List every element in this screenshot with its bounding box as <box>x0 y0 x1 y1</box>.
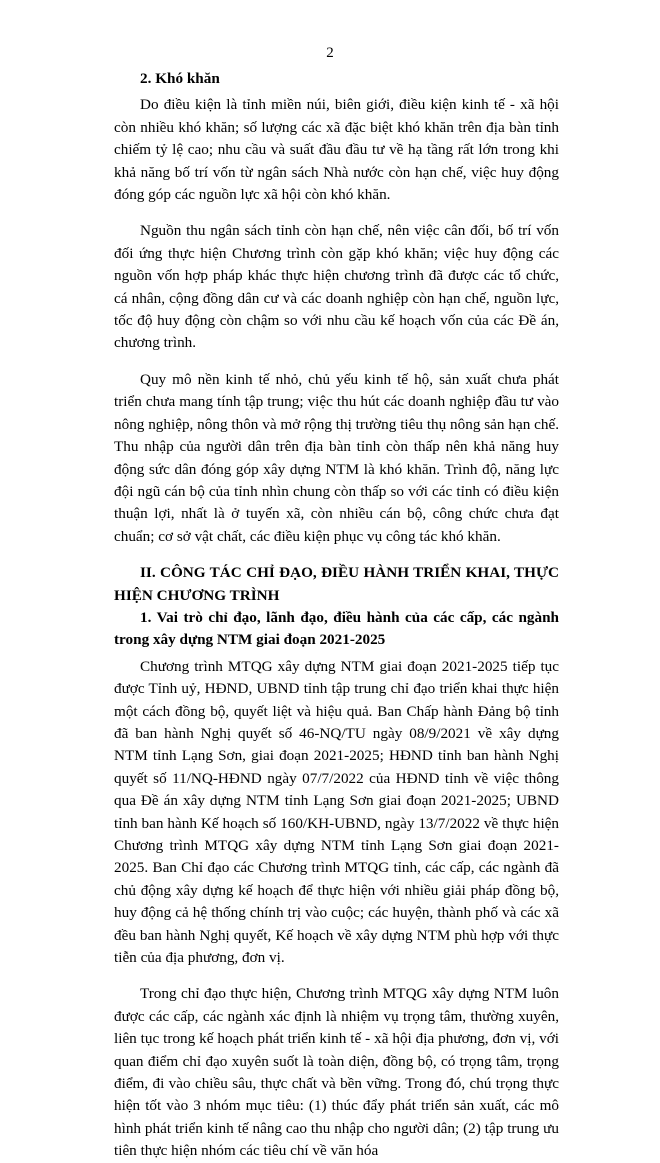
paragraph: Nguồn thu ngân sách tỉnh còn hạn chế, nên việc cân đối, bố trí vốn đối ứng thực hiện Chương trình còn gặp khó khăn; việc huy động các nguồn vốn hợp pháp khác thực hiện chương trình đã được các tổ chức, cá nhân, cộng đồng dân cư và các doanh nghiệp còn hạn chế, nguồn lực, tốc độ huy động còn chậm so với nhu cầu kế hoạch vốn của các Đề án, chương trình. <box>114 222 559 352</box>
paragraph: Chương trình MTQG xây dựng NTM giai đoạn 2021-2025 tiếp tục được Tỉnh uỷ, HĐND, UBND tỉnh tập trung chỉ đạo triển khai thực hiện một cách đồng bộ, quyết liệt và hiệu quả. Ban Chấp hành Đảng bộ tỉnh đã ban hành Nghị quyết số 46-NQ/TU ngày 08/9/2021 về xây dựng NTM tỉnh Lạng Sơn, giai đoạn 2021-2025; HĐND tỉnh ban hành Nghị quyết số 11/NQ-HĐND ngày 07/7/2022 của HĐND tỉnh về việc thông qua Đề án xây dựng NTM tỉnh Lạng Sơn giai đoạn 2021-2025; UBND tỉnh ban hành Kế hoạch số 160/KH-UBND, ngày 13/7/2022 về thực hiện Chương trình MTQG xây dựng NTM tỉnh Lạng Sơn giai đoạn 2021-2025. Ban Chỉ đạo các Chương trình MTQG tỉnh, các cấp, các ngành đã chủ động xây dựng kế hoạch để thực hiện với nhiều giải pháp đồng bộ, huy động cả hệ thống chính trị vào cuộc; các huyện, thành phố và các xã đều ban hành Nghị quyết, Kế hoạch về xây dựng NTM phù hợp với thực tiễn của địa phương, đơn vị. <box>114 657 559 967</box>
section-heading-difficulties: 2. Khó khăn <box>140 70 220 87</box>
page-number: 2 <box>326 45 334 61</box>
sub-heading: 1. Vai trò chỉ đạo, lãnh đạo, điều hành của các cấp, các ngành trong xây dựng NTM giai đoạn 2021-2025 <box>114 608 559 649</box>
paragraph: Quy mô nền kinh tế nhỏ, chủ yếu kinh tế hộ, sản xuất chưa phát triển chưa mang tính tập trung; việc thu hút các doanh nghiệp đầu tư vào nông nghiệp, nông thôn và mở rộng thị trường tiêu thụ nông sản hạn chế. Thu nhập của người dân trên địa bàn tỉnh còn thấp nên khả năng huy động sức dân đóng góp xây dựng NTM là khó khăn. Trình độ, năng lực đội ngũ cán bộ của tỉnh nhìn chung còn thấp so với các tỉnh có điều kiện thuận lợi, nhất là ở tuyến xã, còn nhiều cán bộ, công chức chưa đạt chuẩn; cơ sở vật chất, các điều kiện phục vụ công tác khó khăn. <box>114 370 559 545</box>
paragraph: Do điều kiện là tỉnh miền núi, biên giới, điều kiện kinh tế - xã hội còn nhiều khó khăn; số lượng các xã đặc biệt khó khăn trên địa bàn tỉnh chiếm tỷ lệ cao; nhu cầu và suất đầu đầu tư về hạ tầng rất lớn trong khi khả năng bố trí vốn từ ngân sách Nhà nước còn hạn chế, việc huy động đóng góp các nguồn lực xã hội còn khó khăn. <box>114 96 559 204</box>
text-column <box>114 68 559 1163</box>
chapter-heading: II. CÔNG TÁC CHỈ ĐẠO, ĐIỀU HÀNH TRIỂN KHAI, THỰC HIỆN CHƯƠNG TRÌNH <box>114 564 559 604</box>
paragraph: Trong chỉ đạo thực hiện, Chương trình MTQG xây dựng NTM luôn được các cấp, các ngành xác định là nhiệm vụ trọng tâm, thường xuyên, liên tục trong kế hoạch phát triển kinh tế - xã hội địa phương, đơn vị, với quan điểm chỉ đạo xuyên suốt là toàn diện, đồng bộ, có trọng tâm, trọng điểm, đi vào chiều sâu, thực chất và bền vững. Trong đó, chú trọng thực hiện tốt vào 3 nhóm mục tiêu: (1) thúc đẩy phát triển sản xuất, các mô hình phát triển kinh tế nâng cao thu nhập cho người dân; (2) tập trung ưu tiên thực hiện nhóm các tiêu chí về văn hóa <box>114 985 559 1160</box>
